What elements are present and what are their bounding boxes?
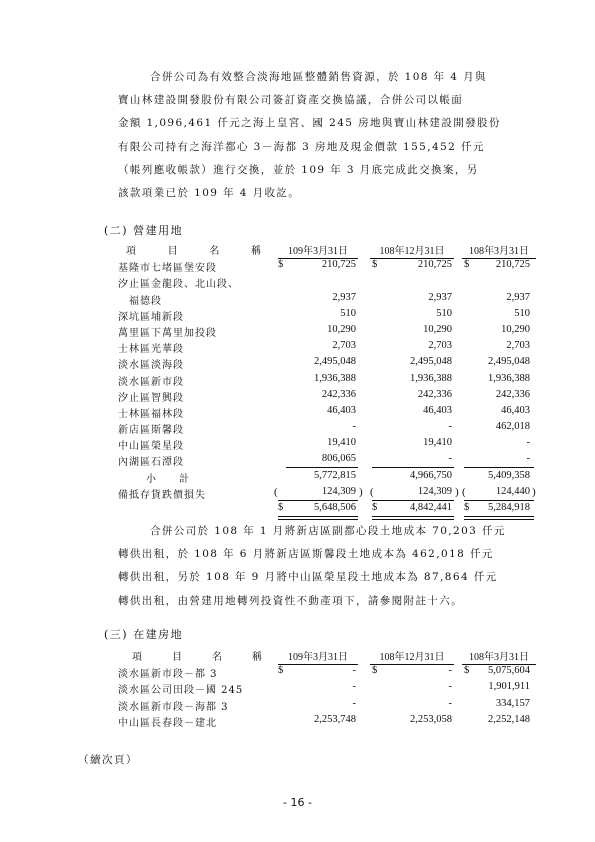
para1-line: 有限公司持有之海洋都心 3－海都 3 房地及現金價款 155,452 仟元 [118,140,485,153]
table-header [118,242,538,258]
open-paren: ( [370,485,374,498]
para2-line: 轉供出租，於 108 年 6 月將新店區斯馨段土地成本為 462,018 仟元 [118,548,494,561]
construction-in-progress-table [118,648,538,729]
page-number: - 16 - [283,796,312,809]
para1-line: 合併公司為有效整合淡海地區整體銷售資源，於 108 年 4 月與 [150,71,487,83]
close-paren: ) [455,485,459,498]
section-title-construction-land: (二) 營建用地 [104,224,184,237]
currency-sign: $ [372,502,378,513]
table-row: 新店區斯馨段 - - 462,018 [118,421,530,437]
table-row: 內湖區石潭段 806,065 - - [118,452,538,468]
header-item-name: 項 目 名 稱 [132,652,262,663]
para1-line: 金額 1,096,461 仟元之海上皇宮、國 245 房地與寶山林建設開發股份 [118,117,501,130]
header-col-1: 109年3月31日 [278,242,358,259]
table-row: 淡水區新市段 1,936,388 1,936,388 1,936,388 [118,372,530,388]
open-paren: ( [274,485,278,498]
table-header [118,648,538,664]
currency-sign: $ [464,665,470,677]
header-item-name: 項 目 名 稱 [126,246,261,257]
currency-sign: $ [464,259,470,271]
table-row: 淡水區新市段－海都 3 - - 334,157 [118,697,530,713]
table-row: 萬里區下萬里加投段 10,290 10,290 10,290 [118,323,530,339]
header-col-3: 108年3月31日 [462,648,536,665]
table-allowance-row: 備抵存貨跌價損失 ( ) ( ) ( ) 124,309 124,309 124,440 [118,485,536,501]
table-row: 基隆市七堵區堡安段 $ $ $ 210,725 210,725 210,725 [118,259,530,275]
currency-sign: $ [464,502,470,513]
table-row: 中山區榮星段 19,410 19,410 - [118,437,530,453]
header-col-2: 108年12月31日 [370,242,454,259]
para2-line: 轉供出租，另於 108 年 9 月將中山區榮星段土地成本為 87,864 仟元 [118,571,498,584]
header-col-1: 109年3月31日 [278,648,358,665]
close-paren: ) [532,485,536,498]
para2-line: 合併公司於 108 年 1 月將新店區副都心段土地成本 70,203 仟元 [150,525,506,537]
header-col-3: 108年3月31日 [462,242,536,259]
table-row: 淡水區新市段－都 3 $ $ $ - - 5,075,604 [118,665,530,681]
currency-sign: $ [278,259,284,271]
table-row: 汐止區智興段 242,336 242,336 242,336 [118,388,530,404]
section-title-construction-in-progress: (三) 在建房地 [104,628,184,641]
para2-line: 轉供出租，由營建用地轉列投資性不動產項下，請參閱附註十六。 [118,594,464,607]
close-paren: ) [359,485,363,498]
table-subtotal-row: 小 計 5,772,815 4,966,750 5,409,358 [146,469,530,485]
para1-line: 該款項業已於 109 年 4 月收訖。 [118,187,301,200]
table-row: 深坑區埔新段 510 510 510 [118,307,530,323]
currency-sign: $ [372,259,378,271]
table-row: 淡水區公司田段－國 245 - - 1,901,911 [118,681,530,697]
construction-land-table [118,242,538,517]
para1-line: 寶山林建設開發股份有限公司簽訂資產交換協議，合併公司以帳面 [118,94,464,107]
para1-line: （帳列應收帳款）進行交換，並於 109 年 3 月底完成此交換案，另 [118,163,479,176]
table-row: 淡水區淡海段 2,495,048 2,495,048 2,495,048 [118,356,530,372]
currency-sign: $ [278,502,284,513]
header-col-2: 108年12月31日 [370,648,454,665]
table-row: 汐止區金龍段、北山段、 [118,279,239,291]
paragraph-land-transfer [118,520,548,613]
table-row: 福德段 2,937 2,937 2,937 [118,291,530,307]
continued-note: （續次頁） [78,754,138,766]
table-row: 士林區福林段 46,403 46,403 46,403 [118,404,530,420]
currency-sign: $ [372,665,378,677]
paragraph-asset-exchange [118,66,548,205]
table-total-row: $ $ $ 5,648,506 4,842,441 5,284,918 [118,501,538,517]
currency-sign: $ [278,665,284,677]
open-paren: ( [462,485,466,498]
table-row: 士林區光華段 2,703 2,703 2,703 [118,340,530,356]
table-row: 中山區長春段－建北 2,253,748 2,253,058 2,252,148 [118,713,530,729]
